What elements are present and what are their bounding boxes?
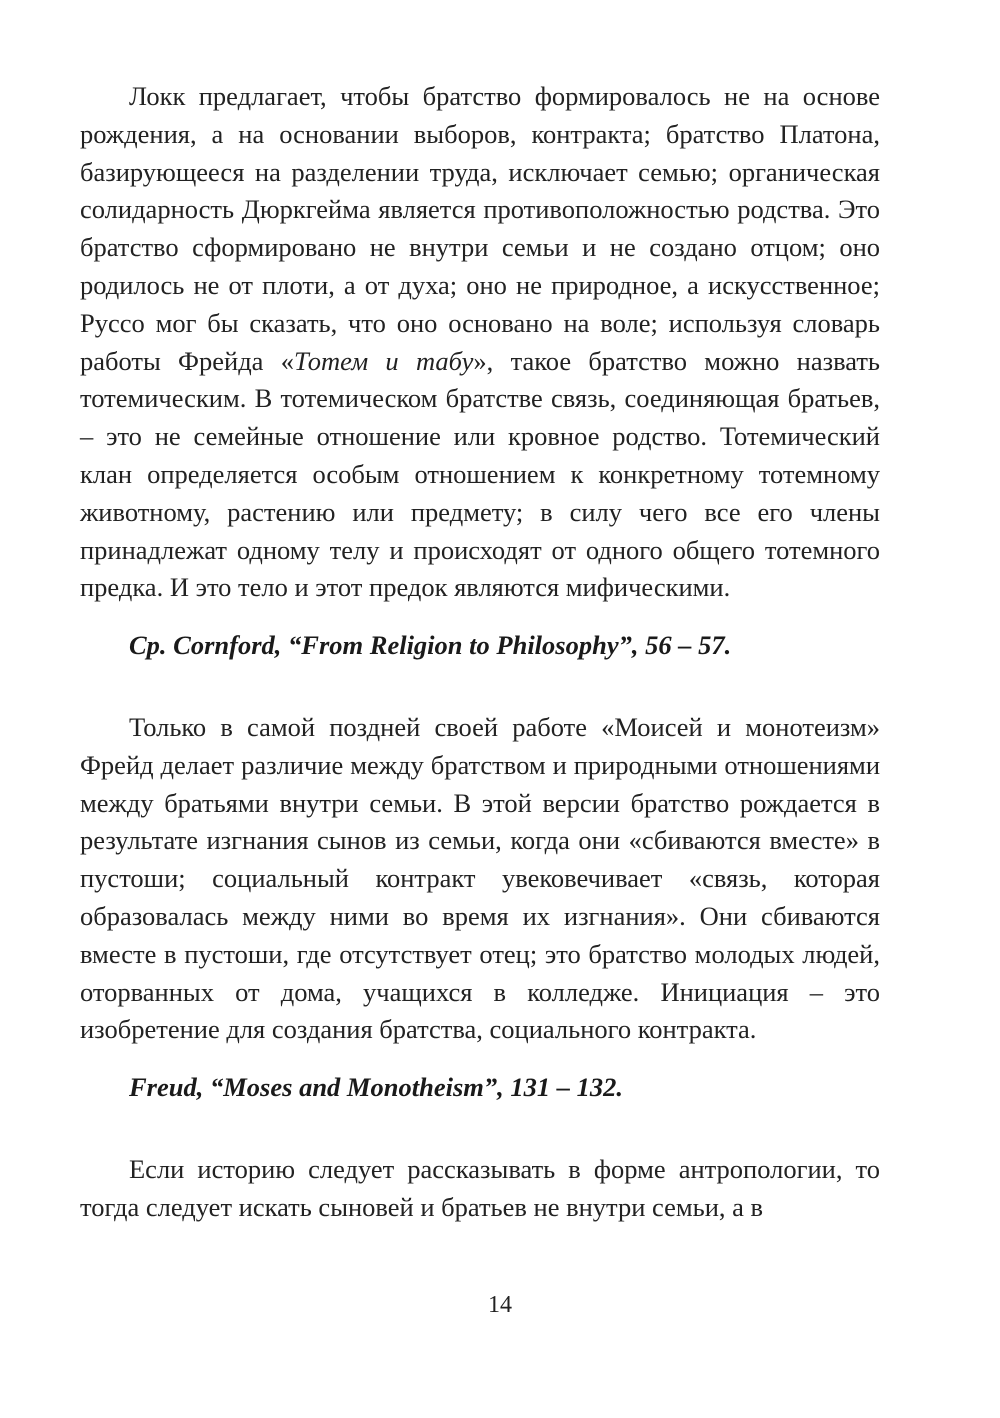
citation-cornford: Cp. Cornford, “From Religion to Philosophy”, 56 – 57. bbox=[129, 630, 732, 661]
paragraph-locke-text-start: Локк предлагает, чтобы братство формировалось не на основе рождения, а на основании выборов, контракта; братство Платона, базирующееся на разделении труда, исключает семью; органическая солидарность Дюркгейма является противоположностью родства. Это братство сформировано не внутри семьи и не создано отцом; оно родилось не от плоти, а от духа; оно не природное, а искусственное; Руссо мог бы сказать, что оно основано на воле; используя словарь работы Фрейда « bbox=[80, 81, 880, 376]
page-body bbox=[80, 78, 880, 1227]
paragraph-locke bbox=[80, 78, 880, 607]
paragraph-anthropology: Если историю следует рассказывать в форме антропологии, то тогда следует искать сыновей и братьев не внутри семьи, а в bbox=[80, 1153, 880, 1222]
book-title-totem-and-taboo: Тотем и табу bbox=[293, 345, 474, 376]
paragraph-freud-moses: Только в самой поздней своей работе «Моисей и монотеизм» Фрейд делает различие между братством и природными отношениями между братьями внутри семьи. В этой версии братство рождается в результате изгнания сынов из семьи, когда они «сбиваются вместе» в пустоши; социальный контракт увековечивает «связь, которая образовалась между ними во время их изгнания». Они сбиваются вместе в пустоши, где отсутствует отец; это братство молодых людей, оторванных от дома, учащихся в колледже. Инициация – это изобретение для создания братства, социального контракта. bbox=[80, 711, 880, 1045]
page-number: 14 bbox=[488, 1292, 512, 1318]
paragraph-locke-text-end: », такое братство можно назвать тотемическим. В тотемическом братстве связь, соединяющая братьев, – это не семейные отношение или кровное родство. Тотемический клан определяется особым отношением к конкретному тотемному животному, растению или предмету; в силу чего все его члены принадлежат одному телу и происходят от одного общего тотемного предка. И это тело и этот предок являются мифическими. bbox=[80, 345, 880, 603]
citation-freud: Freud, “Moses and Monotheism”, 131 – 132. bbox=[129, 1072, 624, 1103]
